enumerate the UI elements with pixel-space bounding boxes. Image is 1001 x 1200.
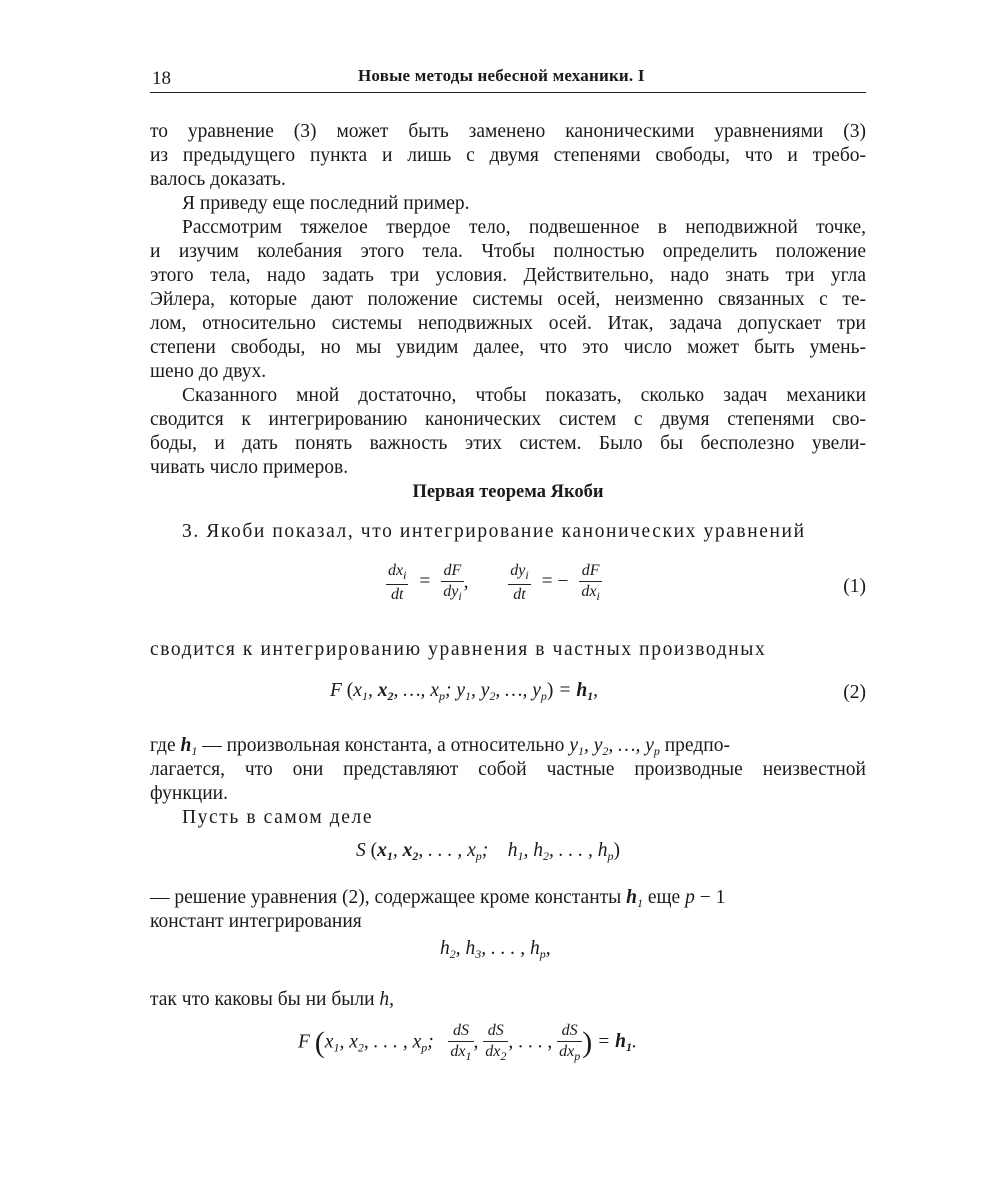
- text-line: степени свободы, но мы увидим далее, что это число может быть умень-: [150, 337, 866, 358]
- text-fragment: где: [150, 735, 176, 756]
- text-line: лагается, что они представляют собой частные производные неизвестной: [150, 759, 866, 780]
- text-line: 3. Якоби показал, что интегрирование канонических уравнений: [182, 521, 806, 542]
- equation-2: F ($x_1$, $x_2$, …, $x_p$; $y_1$, $y_2$, …, $y_p) = h_1$,: [330, 680, 599, 703]
- text-fragment: предпо-: [664, 735, 730, 756]
- equation-constants: $h_2$, $h_3$, . . . , $h_p$,: [440, 938, 551, 961]
- text-line: Я приведу еще последний пример.: [182, 193, 470, 214]
- text-line: этого тела, надо задать три условия. Действительно, надо знать три угла: [150, 265, 866, 286]
- text-line: чивать число примеров.: [150, 457, 349, 478]
- text-line: сводится к интегрированию уравнения в частных производных: [150, 639, 767, 660]
- text-line: валось доказать.: [150, 169, 286, 190]
- equation-solution: S ($x_1$, $x_2$, . . . , $x_p$; $h_1$, $h_2$, . . . , $h_p$): [356, 840, 621, 863]
- text-fragment: — решение уравнения (2), содержащее кроме константы: [150, 887, 622, 908]
- text-line: Рассмотрим тяжелое твердое тело, подвешенное в неподвижной точке,: [182, 217, 866, 238]
- text-line: констант интегрирования: [150, 911, 362, 932]
- text-line: Пусть в самом деле: [182, 807, 374, 828]
- text-line: шено до двух.: [150, 361, 267, 382]
- equation-1: $\frac{dx_i}{dt}$ = $\frac{dF}{dy_i}$ , $\frac{dy_i}{dt}$ = − $\frac{dF}{dx_i}$: [388, 562, 600, 603]
- text-line: сводится к интегрированию канонических систем с двумя степенями сво-: [150, 409, 866, 430]
- text-line: Сказанного мной достаточно, чтобы показать, сколько задач механики: [182, 385, 866, 406]
- equation-number: (2): [843, 682, 866, 703]
- running-title: Новые методы небесной механики. I: [358, 66, 645, 85]
- header-rule: [150, 92, 866, 93]
- text-fragment: еще: [647, 887, 681, 908]
- text-line: и изучим колебания этого тела. Чтобы полностью определить положение: [150, 241, 866, 262]
- text-line: так что каковы бы ни были h,: [150, 989, 395, 1010]
- text-line: лом, относительно системы неподвижных осей. Итак, задача допускает три: [150, 313, 866, 334]
- text-fragment: — произвольная константа, а относительно: [197, 735, 565, 756]
- equation-number: (1): [843, 576, 866, 597]
- text-line: из предыдущего пункта и лишь с двумя степенями свободы, что и требо-: [150, 145, 866, 166]
- text-line: то уравнение (3) может быть заменено каноническими уравнениями (3): [150, 121, 866, 142]
- text-line: Эйлера, которые дают положение системы осей, неизменно связанных с те-: [150, 289, 866, 310]
- text-line: боды, и дать понять важность этих систем. Было бы бесполезно увели-: [150, 433, 866, 454]
- text-fragment: так что каковы бы ни были: [150, 989, 375, 1010]
- equation-final: F ($x_1$, $x_2$, . . . , $x_p$; $\frac{dS}{dx_1}$ , $\frac{dS}{dx_2}$ , . . . , $\frac{dS}{dx_p}$ ) = $h_1$.: [298, 1022, 637, 1063]
- section-heading: Первая теорема Якоби: [412, 482, 604, 502]
- text-line: — решение уравнения (2), содержащее кроме константы $h_1$ еще p − 1: [150, 887, 726, 910]
- text-line: где $h_1$ — произвольная константа, а относительно $y_1$, $y_2$, …, $y_p$ предпо-: [150, 735, 730, 758]
- page-number: 18: [152, 68, 171, 89]
- text-line: функции.: [150, 783, 228, 804]
